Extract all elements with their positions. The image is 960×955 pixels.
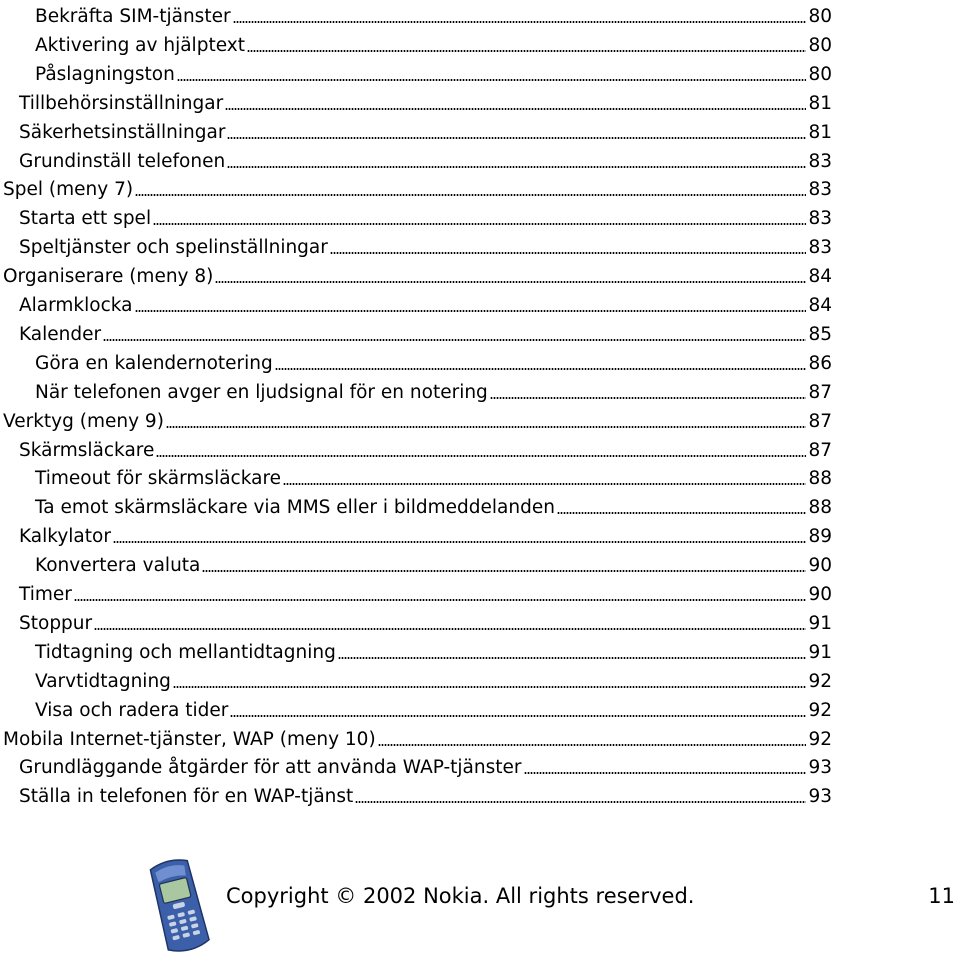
toc-leader-dots — [74, 599, 807, 601]
toc-entry[interactable] — [0, 520, 832, 548]
toc-leader-dots — [233, 21, 807, 23]
toc-leader-dots — [113, 541, 807, 543]
toc-entry-title: Skärmsläckare — [19, 439, 155, 461]
toc-leader-dots — [135, 194, 806, 196]
toc-entry[interactable] — [0, 607, 832, 635]
toc-leader-dots — [378, 744, 807, 746]
toc-entry-title: Starta ett spel — [19, 208, 152, 230]
toc-leader-dots — [330, 252, 807, 254]
toc-entry-page: 92 — [808, 699, 832, 721]
mobile-phone-icon — [146, 858, 212, 955]
toc-entry[interactable] — [0, 549, 832, 577]
toc-entry-page: 83 — [808, 150, 832, 172]
toc-leader-dots — [156, 455, 806, 457]
toc-entry-title: Ställa in telefonen för en WAP-tjänst — [19, 786, 354, 808]
toc-entry-page: 86 — [808, 352, 832, 374]
toc-entry-page: 83 — [808, 208, 832, 230]
toc-entry[interactable] — [0, 58, 832, 86]
toc-entry[interactable] — [0, 347, 832, 375]
toc-entry[interactable] — [0, 578, 832, 606]
toc-entry-title: Alarmklocka — [19, 295, 133, 316]
toc-entry[interactable] — [0, 202, 832, 230]
toc-leader-dots — [227, 166, 806, 168]
toc-entry-title: Påslagningston — [35, 63, 175, 85]
toc-leader-dots — [275, 368, 807, 370]
toc-leader-dots — [227, 137, 806, 139]
toc-entry[interactable] — [0, 376, 832, 404]
toc-entry-page: 81 — [808, 121, 832, 143]
toc-entry-title: Speltjänster och spelinställningar — [19, 237, 328, 259]
toc-entry-title: Göra en kalendernotering — [35, 352, 273, 374]
toc-entry-page: 80 — [808, 34, 832, 56]
toc-entry-title: Bekräfta SIM-tjänster — [35, 6, 231, 27]
toc-leader-dots — [490, 397, 807, 399]
toc-entry[interactable] — [0, 318, 832, 346]
page-number: 11 — [928, 884, 955, 908]
toc-entry[interactable] — [0, 145, 832, 173]
toc-entry-title: Säkerhetsinställningar — [19, 121, 226, 143]
toc-entry[interactable] — [0, 173, 832, 201]
toc-entry-page: 87 — [808, 381, 832, 403]
toc-leader-dots — [135, 310, 807, 312]
toc-leader-dots — [94, 628, 806, 630]
toc-entry[interactable] — [0, 751, 832, 779]
toc-entry-title: Visa och radera tider — [35, 699, 229, 721]
toc-leader-dots — [355, 801, 806, 803]
toc-leader-dots — [247, 50, 807, 52]
toc-leader-dots — [177, 79, 807, 81]
toc-entry[interactable] — [0, 29, 832, 57]
toc-entry-title: Grundläggande åtgärder för att använda WAP-tjänster — [19, 757, 522, 779]
toc-entry-page: 84 — [808, 266, 832, 288]
toc-leader-dots — [166, 426, 807, 428]
toc-entry-title: Verktyg (meny 9) — [3, 410, 164, 432]
copyright-notice: Copyright © 2002 Nokia. All rights reserved. — [226, 884, 695, 908]
toc-leader-dots — [283, 483, 806, 485]
toc-entry-page: 90 — [808, 555, 832, 577]
toc-entry-title: Organiserare (meny 8) — [3, 266, 214, 288]
toc-leader-dots — [103, 339, 806, 341]
toc-entry[interactable] — [0, 723, 832, 751]
toc-entry-page: 93 — [808, 786, 832, 808]
toc-entry-page: 83 — [808, 179, 832, 201]
toc-leader-dots — [215, 281, 806, 283]
toc-entry[interactable] — [0, 231, 832, 259]
toc-entry[interactable] — [0, 780, 832, 808]
toc-entry[interactable] — [0, 87, 832, 115]
toc-entry[interactable] — [0, 405, 832, 433]
toc-entry-page: 85 — [808, 323, 832, 345]
page-footer — [0, 850, 960, 955]
toc-leader-dots — [230, 715, 806, 717]
toc-entry-page: 90 — [808, 584, 832, 605]
toc-entry-title: Stoppur — [19, 612, 93, 634]
toc-entry-page: 87 — [808, 439, 832, 461]
toc-entry[interactable] — [0, 491, 832, 519]
toc-entry[interactable] — [0, 636, 832, 664]
toc-entry[interactable] — [0, 694, 832, 722]
toc-entry-page: 80 — [808, 6, 832, 27]
toc-entry[interactable] — [0, 665, 832, 693]
toc-entry-page: 81 — [808, 92, 832, 114]
toc-entry-page: 83 — [808, 237, 832, 259]
toc-entry-title: Mobila Internet-tjänster, WAP (meny 10) — [3, 728, 376, 750]
toc-entry-page: 84 — [808, 295, 832, 316]
toc-leader-dots — [153, 223, 806, 225]
toc-leader-dots — [338, 657, 807, 659]
toc-entry-page: 91 — [808, 612, 832, 634]
toc-entry-title: Kalkylator — [19, 526, 111, 548]
toc-entry-page: 89 — [808, 526, 832, 548]
toc-leader-dots — [173, 686, 807, 688]
toc-entry[interactable] — [0, 434, 832, 462]
toc-entry-page: 88 — [808, 468, 832, 490]
toc-entry-title: Grundinställ telefonen — [19, 150, 226, 172]
toc-entry-title: Konvertera valuta — [35, 555, 201, 577]
toc-entry[interactable] — [0, 289, 832, 317]
toc-leader-dots — [524, 772, 807, 774]
toc-entry-title: Ta emot skärmsläckare via MMS eller i bildmeddelanden — [35, 497, 555, 519]
toc-entry-page: 88 — [808, 497, 832, 519]
toc-entry-title: Spel (meny 7) — [3, 179, 134, 201]
toc-entry[interactable] — [0, 260, 832, 288]
toc-entry-page: 80 — [808, 63, 832, 85]
toc-leader-dots — [225, 108, 806, 110]
toc-entry[interactable] — [0, 116, 832, 144]
toc-entry-page: 92 — [808, 728, 832, 750]
toc-entry-title: Tillbehörsinställningar — [19, 92, 224, 114]
toc-entry-page: 92 — [808, 670, 832, 692]
toc-entry[interactable] — [0, 462, 832, 490]
toc-entry-title: Timeout för skärmsläckare — [35, 468, 282, 490]
toc-entry-page: 91 — [808, 641, 832, 663]
toc-entry-title: Timer — [19, 584, 72, 605]
toc-entry-title: Varvtidtagning — [35, 670, 171, 692]
toc-entry-title: Tidtagning och mellantidtagning — [35, 641, 336, 663]
toc-entry-title: När telefonen avger en ljudsignal för en notering — [35, 381, 488, 403]
toc-entry-page: 93 — [808, 757, 832, 779]
toc-entry-page: 87 — [808, 410, 832, 432]
toc-entry[interactable] — [0, 0, 832, 28]
toc-leader-dots — [202, 570, 806, 572]
toc-entry-title: Kalender — [19, 323, 102, 345]
toc-entry-title: Aktivering av hjälptext — [35, 34, 245, 56]
toc-leader-dots — [557, 512, 807, 514]
